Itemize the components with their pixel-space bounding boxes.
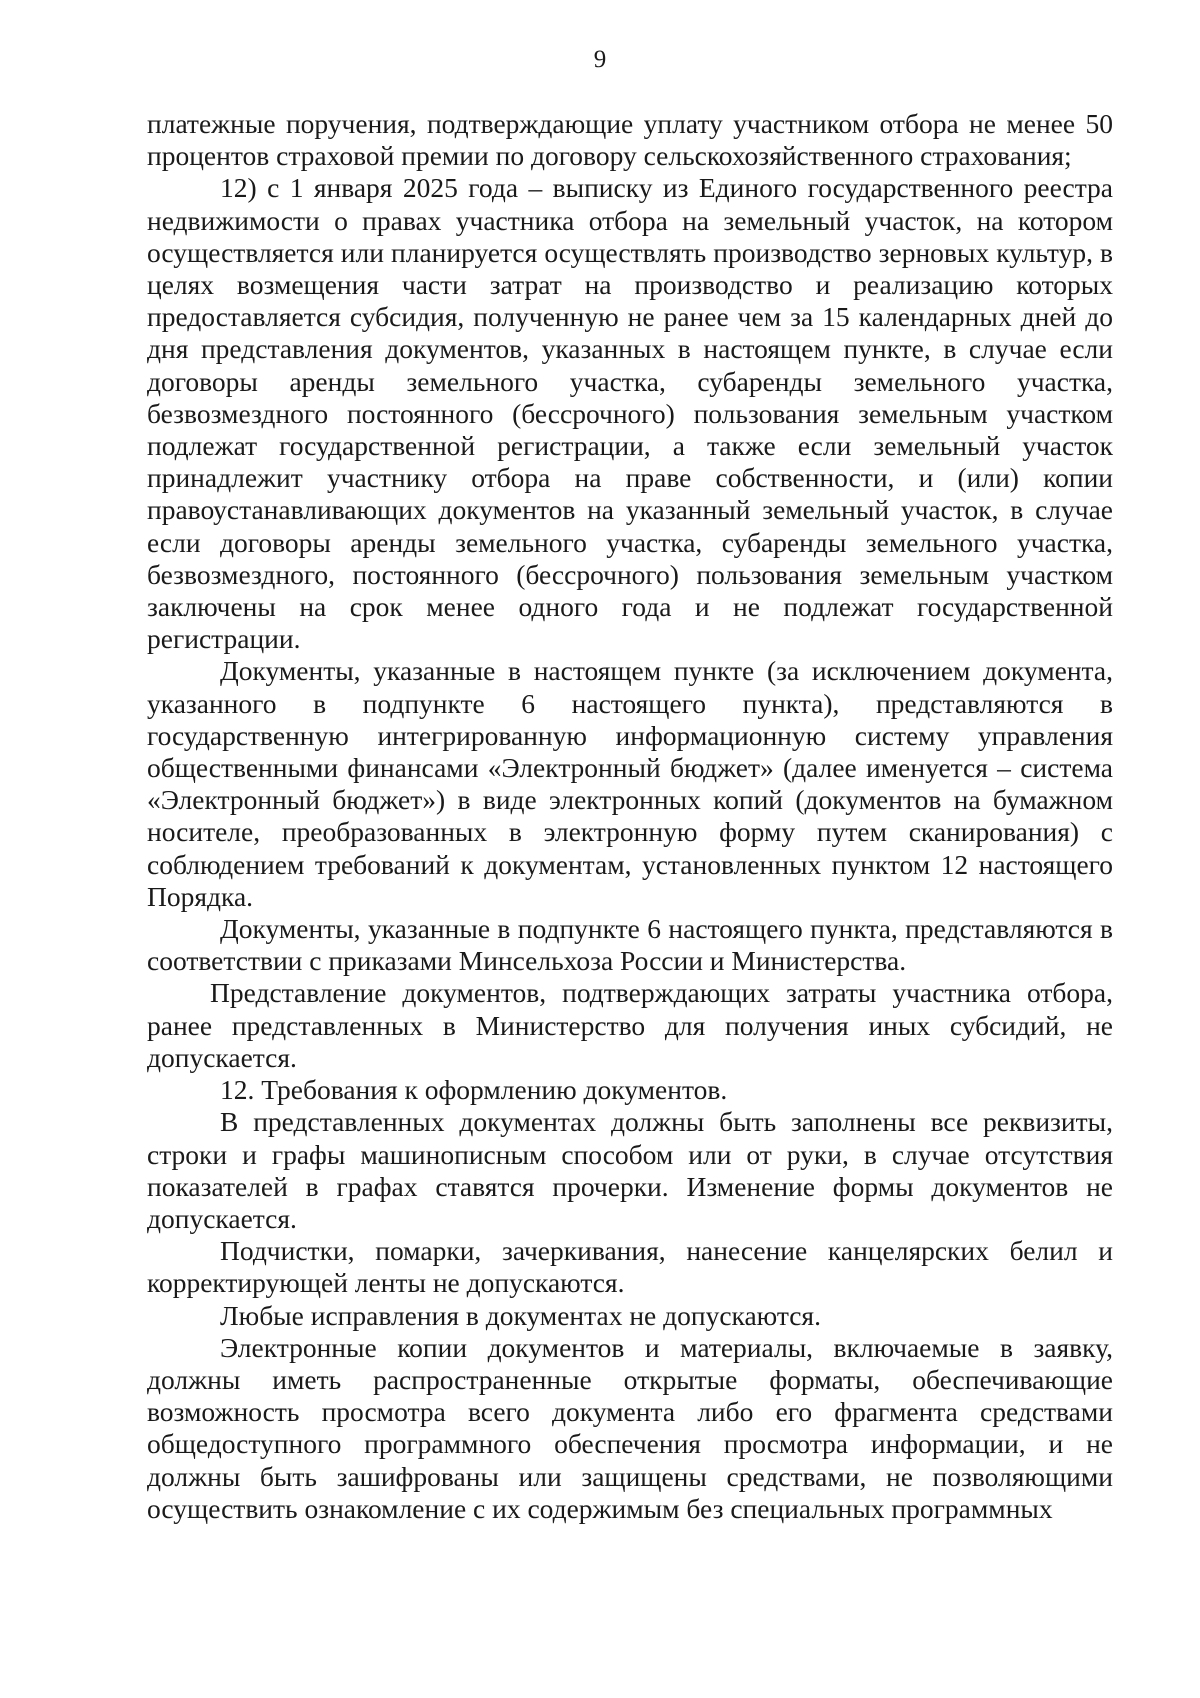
paragraph-electronic-copies: Электронные копии документов и материалы, включаемые в заявку, должны иметь распространенные открытые форматы, обеспечивающие возможность просмотра всего документа либо его фрагмента средствами общедоступного программного обеспечения просмотра информации, и не должны быть зашифрованы или защищены средствами, не позволяющими осуществить ознакомление с их содержимым без специальных программных <box>147 1331 1113 1524</box>
paragraph-payment-orders: платежные поручения, подтверждающие уплату участником отбора не менее 50 процентов страховой премии по договору сельскохозяйственного страхования; <box>147 108 1113 172</box>
paragraph-requisites: В представленных документах должны быть заполнены все реквизиты, строки и графы машинописным способом или от руки, в случае отсутствия показателей в графах ставятся прочерки. Изменение формы документов не допускается. <box>147 1106 1113 1234</box>
paragraph-documents-subitem-6: Документы, указанные в подпункте 6 настоящего пункта, представляются в соответствии с приказами Минсельхоза России и Министерства. <box>147 913 1113 977</box>
paragraph-cost-documents: Представление документов, подтверждающих затраты участника отбора, ранее представленных в Министерство для получения иных субсидий, не допускается. <box>147 977 1113 1073</box>
page-number: 9 <box>593 46 607 73</box>
paragraph-item-12: 12) с 1 января 2025 года – выписку из Единого государственного реестра недвижимости о правах участника отбора на земельный участок, на котором осуществляется или планируется осуществлять производство зерновых культур, в целях возмещения части затрат на производство и реализацию которых предоставляется субсидия, полученную не ранее чем за 15 календарных дней до дня представления документов, указанных в настоящем пункте, в случае если договоры аренды земельного участка, субаренды земельного участка, безвозмездного постоянного (бессрочного) пользования земельным участком подлежат государственной регистрации, а также если земельный участок принадлежит участнику отбора на праве собственности, и (или) копии правоустанавливающих документов на указанный земельный участок, в случае если договоры аренды земельного участка, субаренды земельного участка, безвозмездного, постоянного (бессрочного) пользования земельным участком заключены на срок менее одного года и не подлежат государственной регистрации. <box>147 172 1113 655</box>
paragraph-corrections: Любые исправления в документах не допускаются. <box>220 1299 821 1331</box>
paragraph-erasures: Подчистки, помарки, зачеркивания, нанесение канцелярских белил и корректирующей ленты не допускаются. <box>147 1235 1113 1299</box>
document-body <box>147 108 1113 1525</box>
paragraph-section-12-heading: 12. Требования к оформлению документов. <box>220 1074 728 1106</box>
paragraph-documents-electronic-budget: Документы, указанные в настоящем пункте (за исключением документа, указанного в подпункте 6 настоящего пункта), представляются в государственную интегрированную информационную систему управления общественными финансами «Электронный бюджет» (далее именуется – система «Электронный бюджет») в виде электронных копий (документов на бумажном носителе, преобразованных в электронную форму путем сканирования) с соблюдением требований к документам, установленных пунктом 12 настоящего Порядка. <box>147 655 1113 912</box>
